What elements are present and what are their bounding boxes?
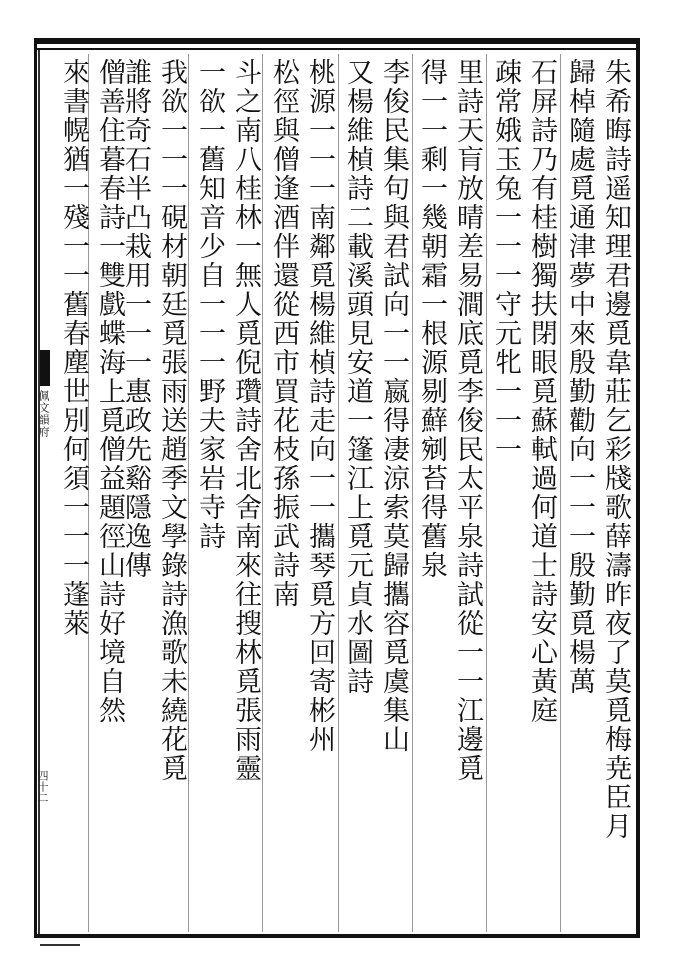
column-separator bbox=[338, 54, 339, 932]
text-column-7: 李俊民集句與君試向一一嬴得凄涼索莫歸攜容覓虞集山 bbox=[378, 58, 409, 754]
bottom-margin-mark bbox=[40, 944, 80, 946]
text-column-9: 桃源一一一南鄰覓楊維楨詩走向一一攜琴覓方回寄彬州 bbox=[304, 58, 335, 754]
text-column-5: 里詩天肓放晴差易澗底覓李俊民太平泉詩試從一一江邊覓 bbox=[452, 58, 483, 783]
folio-number: 四十二 bbox=[36, 770, 49, 803]
text-column-2: 歸棹隨處覓通津夢中來殷勤勸向一一一殷勤覓楊萬 bbox=[564, 58, 595, 696]
text-column-8: 又楊維楨詩二載溪頭見安道一篷江上覓元貞水圖詩 bbox=[342, 58, 373, 696]
column-separator bbox=[412, 54, 413, 932]
column-separator bbox=[262, 54, 263, 932]
frame-top-inner-rule bbox=[34, 48, 638, 50]
binding-margin bbox=[34, 50, 50, 934]
text-column-10: 松徑與僧逢酒伴還從西市買花枝孫振武詩南 bbox=[268, 58, 299, 609]
text-column-4: 疎常娥玉兔一一一守元牝一一一 bbox=[490, 58, 521, 464]
column-separator bbox=[560, 54, 561, 932]
column-separator bbox=[486, 54, 487, 932]
text-column-13: 我欲一一一硯材朝廷覓張雨送趙季文學錄詩漁歌未繞花覓 bbox=[156, 58, 187, 783]
text-column-15: 僧善住暮春詩一雙戲蝶海上覓僧益題徑山詩好境自然 bbox=[94, 58, 125, 725]
frame-bottom-rule bbox=[34, 934, 640, 938]
text-column-6: 得一一剩一幾朝霜一根源剔蘚剜苔得舊泉 bbox=[416, 58, 447, 580]
frame-top-rule bbox=[34, 38, 638, 44]
text-column-3: 石屏詩乃有桂樹獨扶閉眼覓蘇軾過何道士詩安心黃庭 bbox=[526, 58, 557, 725]
text-column-11: 斗之南八桂林一無人覓倪瓚詩舍北舍南來往搜林覓張雨靈 bbox=[230, 58, 261, 783]
column-separator bbox=[188, 54, 189, 932]
fish-tail-mark bbox=[40, 350, 50, 386]
text-column-14: 誰將奇石半凸栽用一一一惠政先谿隱逸傳 bbox=[120, 58, 151, 580]
text-column-12: 一欲一舊知音少自一一一野夫家岩寺詩 bbox=[194, 58, 225, 551]
text-column-16: 來書幌猶一殘一一舊春塵世別何須一一一蓬萊 bbox=[58, 58, 89, 638]
frame-right-rule bbox=[636, 38, 640, 938]
binding-title: 佩文韻府 bbox=[37, 390, 50, 438]
text-column-1: 朱希晦詩遥知理君邊覓韋莊乞彩牋歌薛濤昨夜了莫覓梅尭臣月 bbox=[600, 58, 631, 841]
